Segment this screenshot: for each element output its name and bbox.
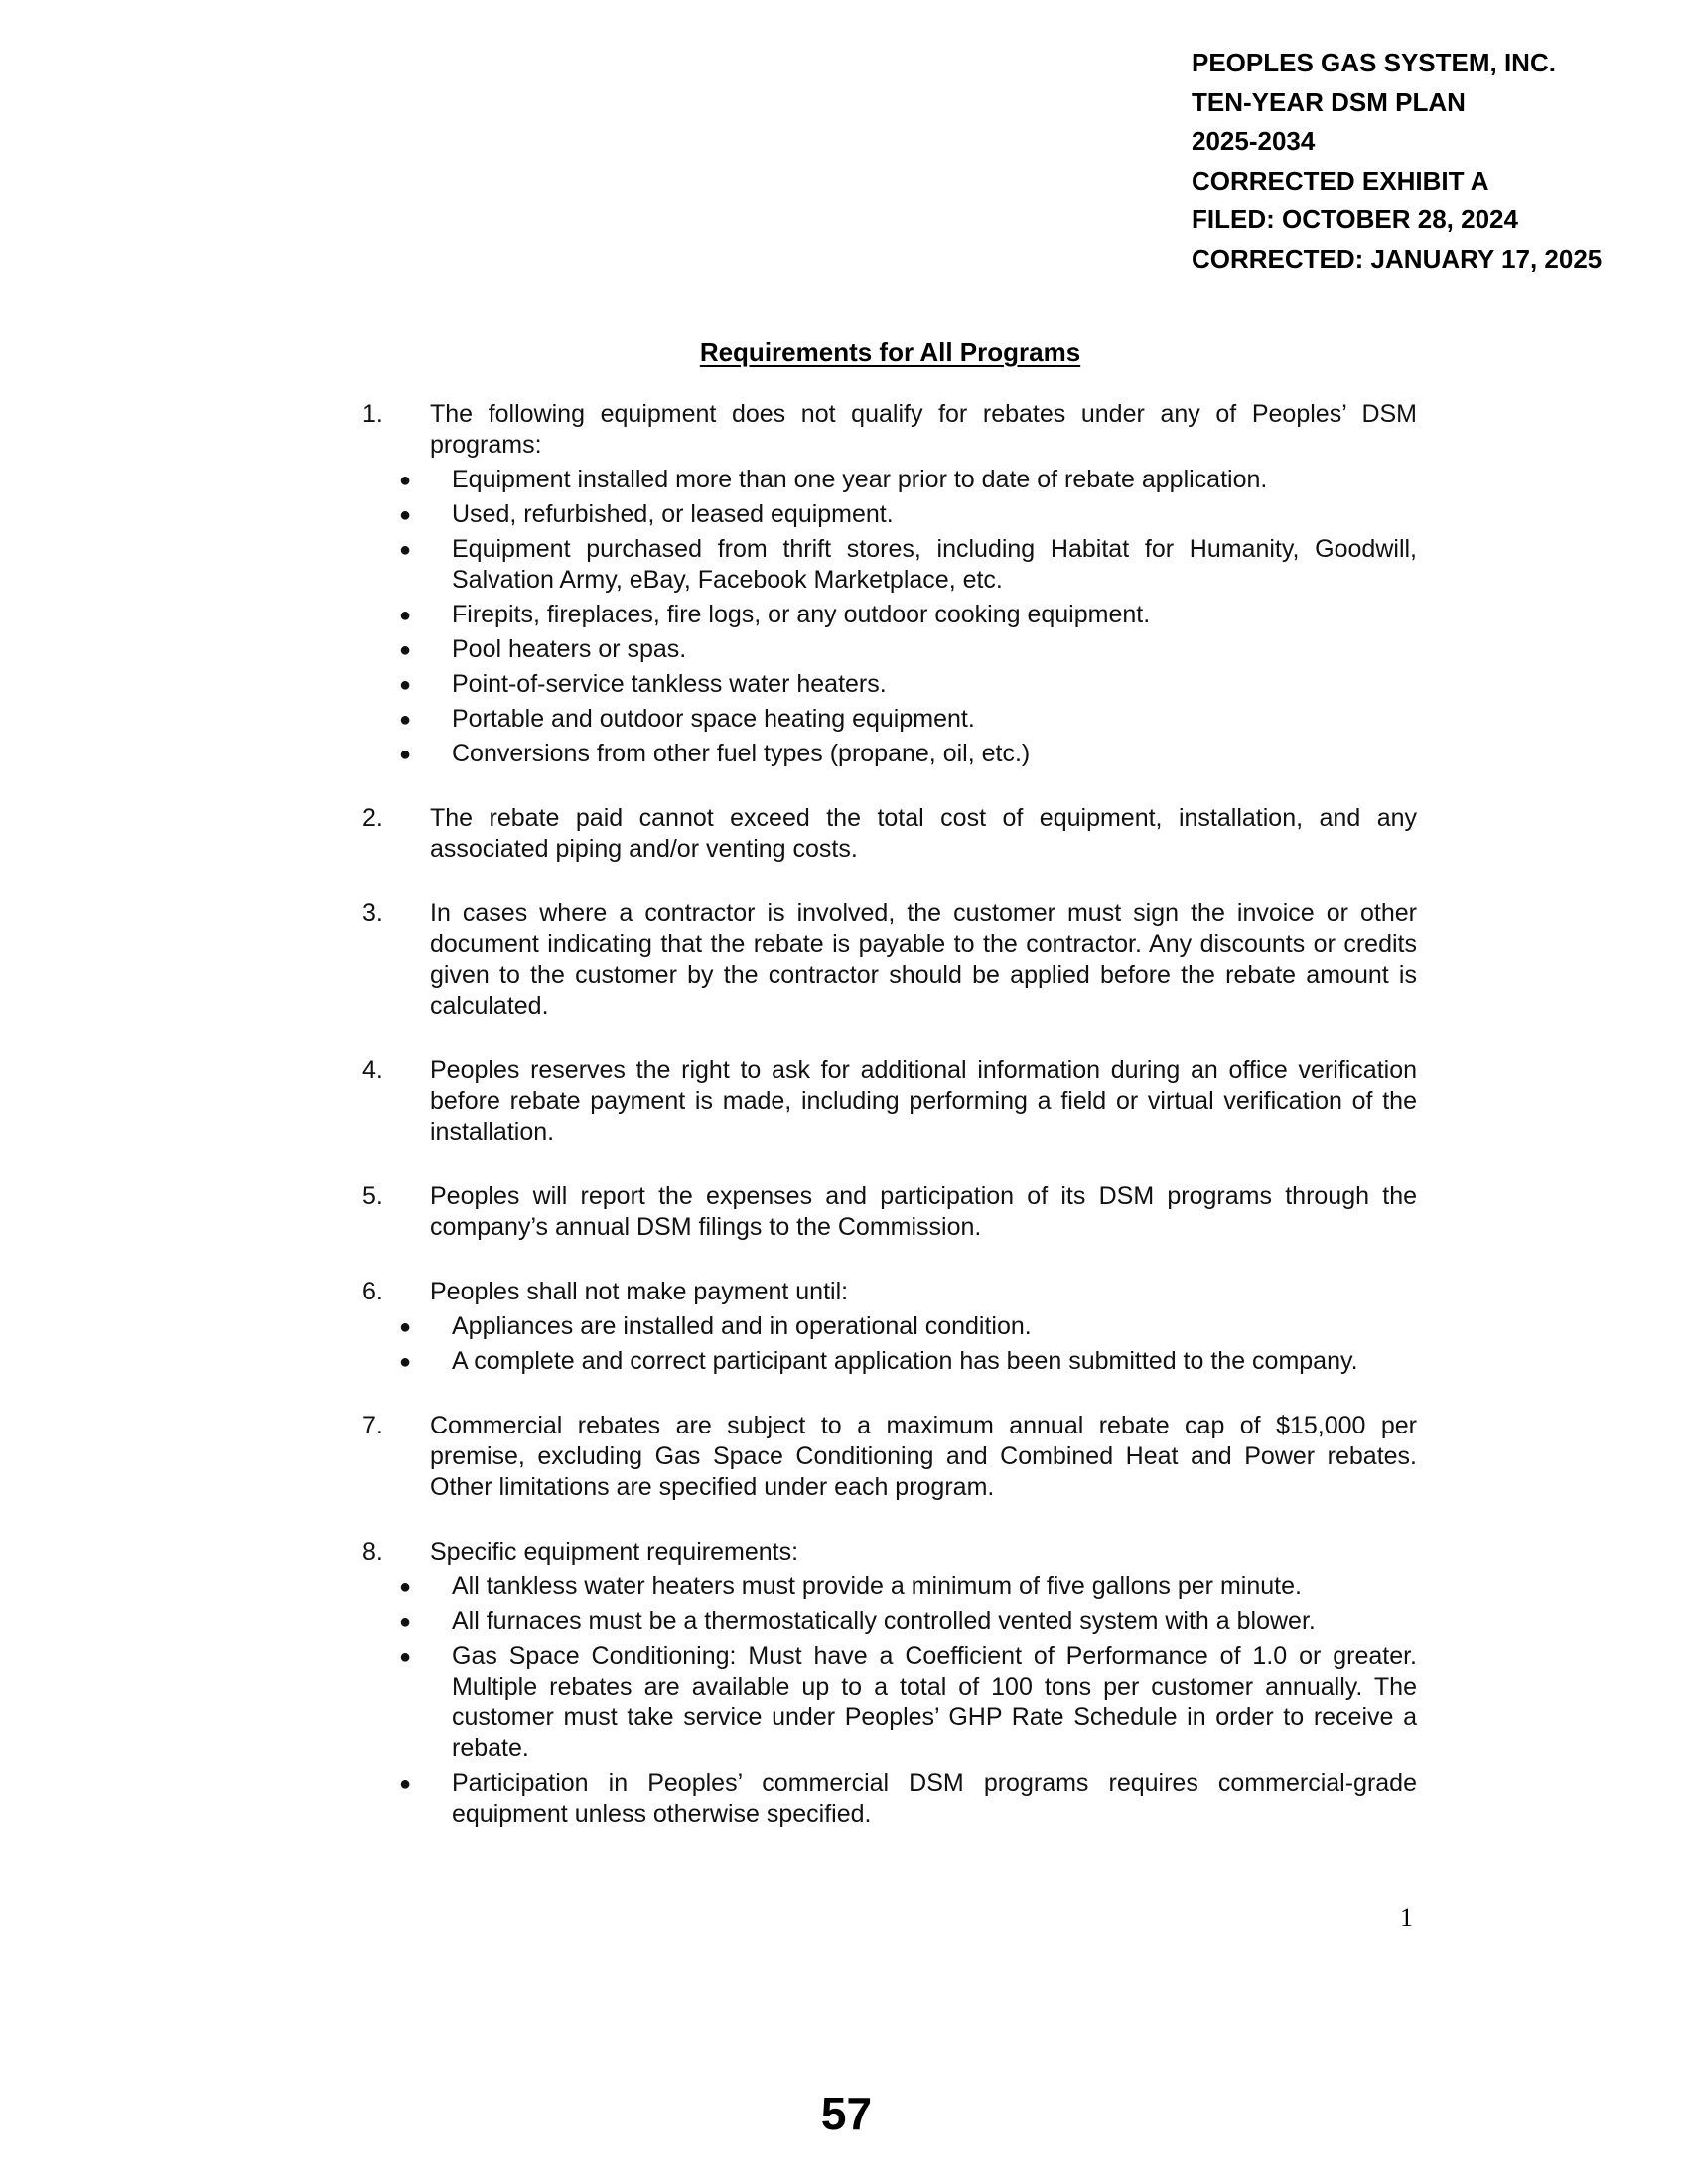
bullet-icon: ●: [398, 1351, 412, 1373]
requirement-item-4: [362, 1055, 1417, 1148]
bullet-icon: ●: [398, 539, 412, 561]
requirement-item-3: [362, 898, 1417, 1022]
stamp-page-number: 57: [820, 2088, 873, 2139]
bullet-item: ● A complete and correct participant application has been submitted to the company.: [385, 1346, 1417, 1377]
bullet-item: ● Portable and outdoor space heating equipment.: [385, 704, 1417, 735]
bullet-item: ● Point-of-service tankless water heaters.: [385, 669, 1417, 700]
bullet-icon: ●: [398, 674, 412, 696]
bullet-list: [385, 1571, 1417, 1830]
item-text: In cases where a contractor is involved, the customer must sign the invoice or other document indicating that the rebate is payable to the contractor. Any discounts or credits given to the customer by the contractor should be applied before the rebate amount is calculated.: [430, 899, 1417, 1020]
bullet-item: ● All furnaces must be a thermostatically controlled vented system with a blower.: [385, 1606, 1417, 1637]
item-number: 4.: [362, 1056, 383, 1084]
bullet-item: ● All tankless water heaters must provide a minimum of five gallons per minute.: [385, 1571, 1417, 1602]
bullet-list: [385, 465, 1417, 769]
bullet-icon: ●: [398, 639, 412, 661]
header-plan: TEN-YEAR DSM PLAN: [1192, 86, 1466, 117]
requirement-item-5: [362, 1181, 1417, 1243]
bullet-icon: ●: [398, 504, 412, 526]
header-filed-date: FILED: OCTOBER 28, 2024: [1192, 205, 1518, 234]
item-text: Commercial rebates are subject to a maximum annual rebate cap of $15,000 per premise, excluding Gas Space Conditioning and Combined Heat and Power rebates. Other limitations are specified under each program.: [430, 1412, 1417, 1501]
bullet-icon: ●: [398, 470, 412, 491]
bullet-icon: ●: [398, 744, 412, 765]
bullet-item: ● Appliances are installed and in operational condition.: [385, 1311, 1417, 1342]
item-number: 3.: [362, 899, 383, 927]
header-corrected-date: CORRECTED: JANUARY 17, 2025: [1192, 243, 1603, 274]
page-number: 1: [1400, 1903, 1413, 1932]
item-number: 8.: [362, 1538, 383, 1566]
requirement-item-7: [362, 1411, 1417, 1503]
header-exhibit: CORRECTED EXHIBIT A: [1192, 165, 1489, 196]
bullet-icon: ●: [398, 1646, 412, 1668]
item-number: 1.: [362, 400, 383, 428]
bullet-icon: ●: [398, 1611, 412, 1633]
item-number: 7.: [362, 1412, 383, 1439]
bullet-item: ● Firepits, fireplaces, fire logs, or any outdoor cooking equipment.: [385, 600, 1417, 630]
bullet-item: ● Equipment purchased from thrift stores, including Habitat for Humanity, Goodwill, Salvation Army, eBay, Facebook Marketplace, etc.: [385, 534, 1417, 596]
item-text: The rebate paid cannot exceed the total cost of equipment, installation, and any associated piping and/or venting costs.: [430, 804, 1417, 863]
bullet-icon: ●: [398, 1576, 412, 1598]
bullet-item: ● Conversions from other fuel types (propane, oil, etc.): [385, 739, 1417, 769]
bullet-icon: ●: [398, 1316, 412, 1338]
header-years: 2025-2034: [1192, 126, 1316, 156]
requirement-item-8: [362, 1537, 1417, 1830]
item-text: Peoples will report the expenses and participation of its DSM programs through the company’s annual DSM filings to the Commission.: [430, 1182, 1417, 1241]
requirements-list: [362, 399, 1417, 1863]
bullet-item: ● Equipment installed more than one year prior to date of rebate application.: [385, 465, 1417, 495]
bullet-list: [385, 1311, 1417, 1377]
requirement-item-2: [362, 803, 1417, 865]
bullet-item: ● Gas Space Conditioning: Must have a Coefficient of Performance of 1.0 or greater. Multiple rebates are available up to a total of 100 tons per customer annually. The customer must take service under Peoples’ GHP Rate Schedule in order to receive a rebate.: [385, 1641, 1417, 1764]
section-title: Requirements for All Programs: [699, 338, 1081, 367]
item-text: Peoples reserves the right to ask for additional information during an office verification before rebate payment is made, including performing a field or virtual verification of the installation.: [430, 1056, 1417, 1146]
bullet-icon: ●: [398, 1773, 412, 1795]
item-text: The following equipment does not qualify for rebates under any of Peoples’ DSM programs:: [430, 400, 1417, 459]
bullet-item: ● Pool heaters or spas.: [385, 634, 1417, 665]
header-company: PEOPLES GAS SYSTEM, INC.: [1192, 48, 1556, 77]
item-text: Specific equipment requirements:: [430, 1538, 799, 1566]
item-number: 6.: [362, 1278, 383, 1305]
requirement-item-6: [362, 1277, 1417, 1377]
bullet-item: ● Used, refurbished, or leased equipment.: [385, 499, 1417, 530]
bullet-icon: ●: [398, 709, 412, 731]
document-header: [1192, 44, 1648, 279]
bullet-icon: ●: [398, 605, 412, 626]
bullet-item: ● Participation in Peoples’ commercial DSM programs requires commercial-grade equipment unless otherwise specified.: [385, 1768, 1417, 1830]
requirement-item-1: [362, 399, 1417, 769]
item-number: 5.: [362, 1182, 383, 1210]
item-text: Peoples shall not make payment until:: [430, 1278, 849, 1305]
item-number: 2.: [362, 804, 383, 832]
